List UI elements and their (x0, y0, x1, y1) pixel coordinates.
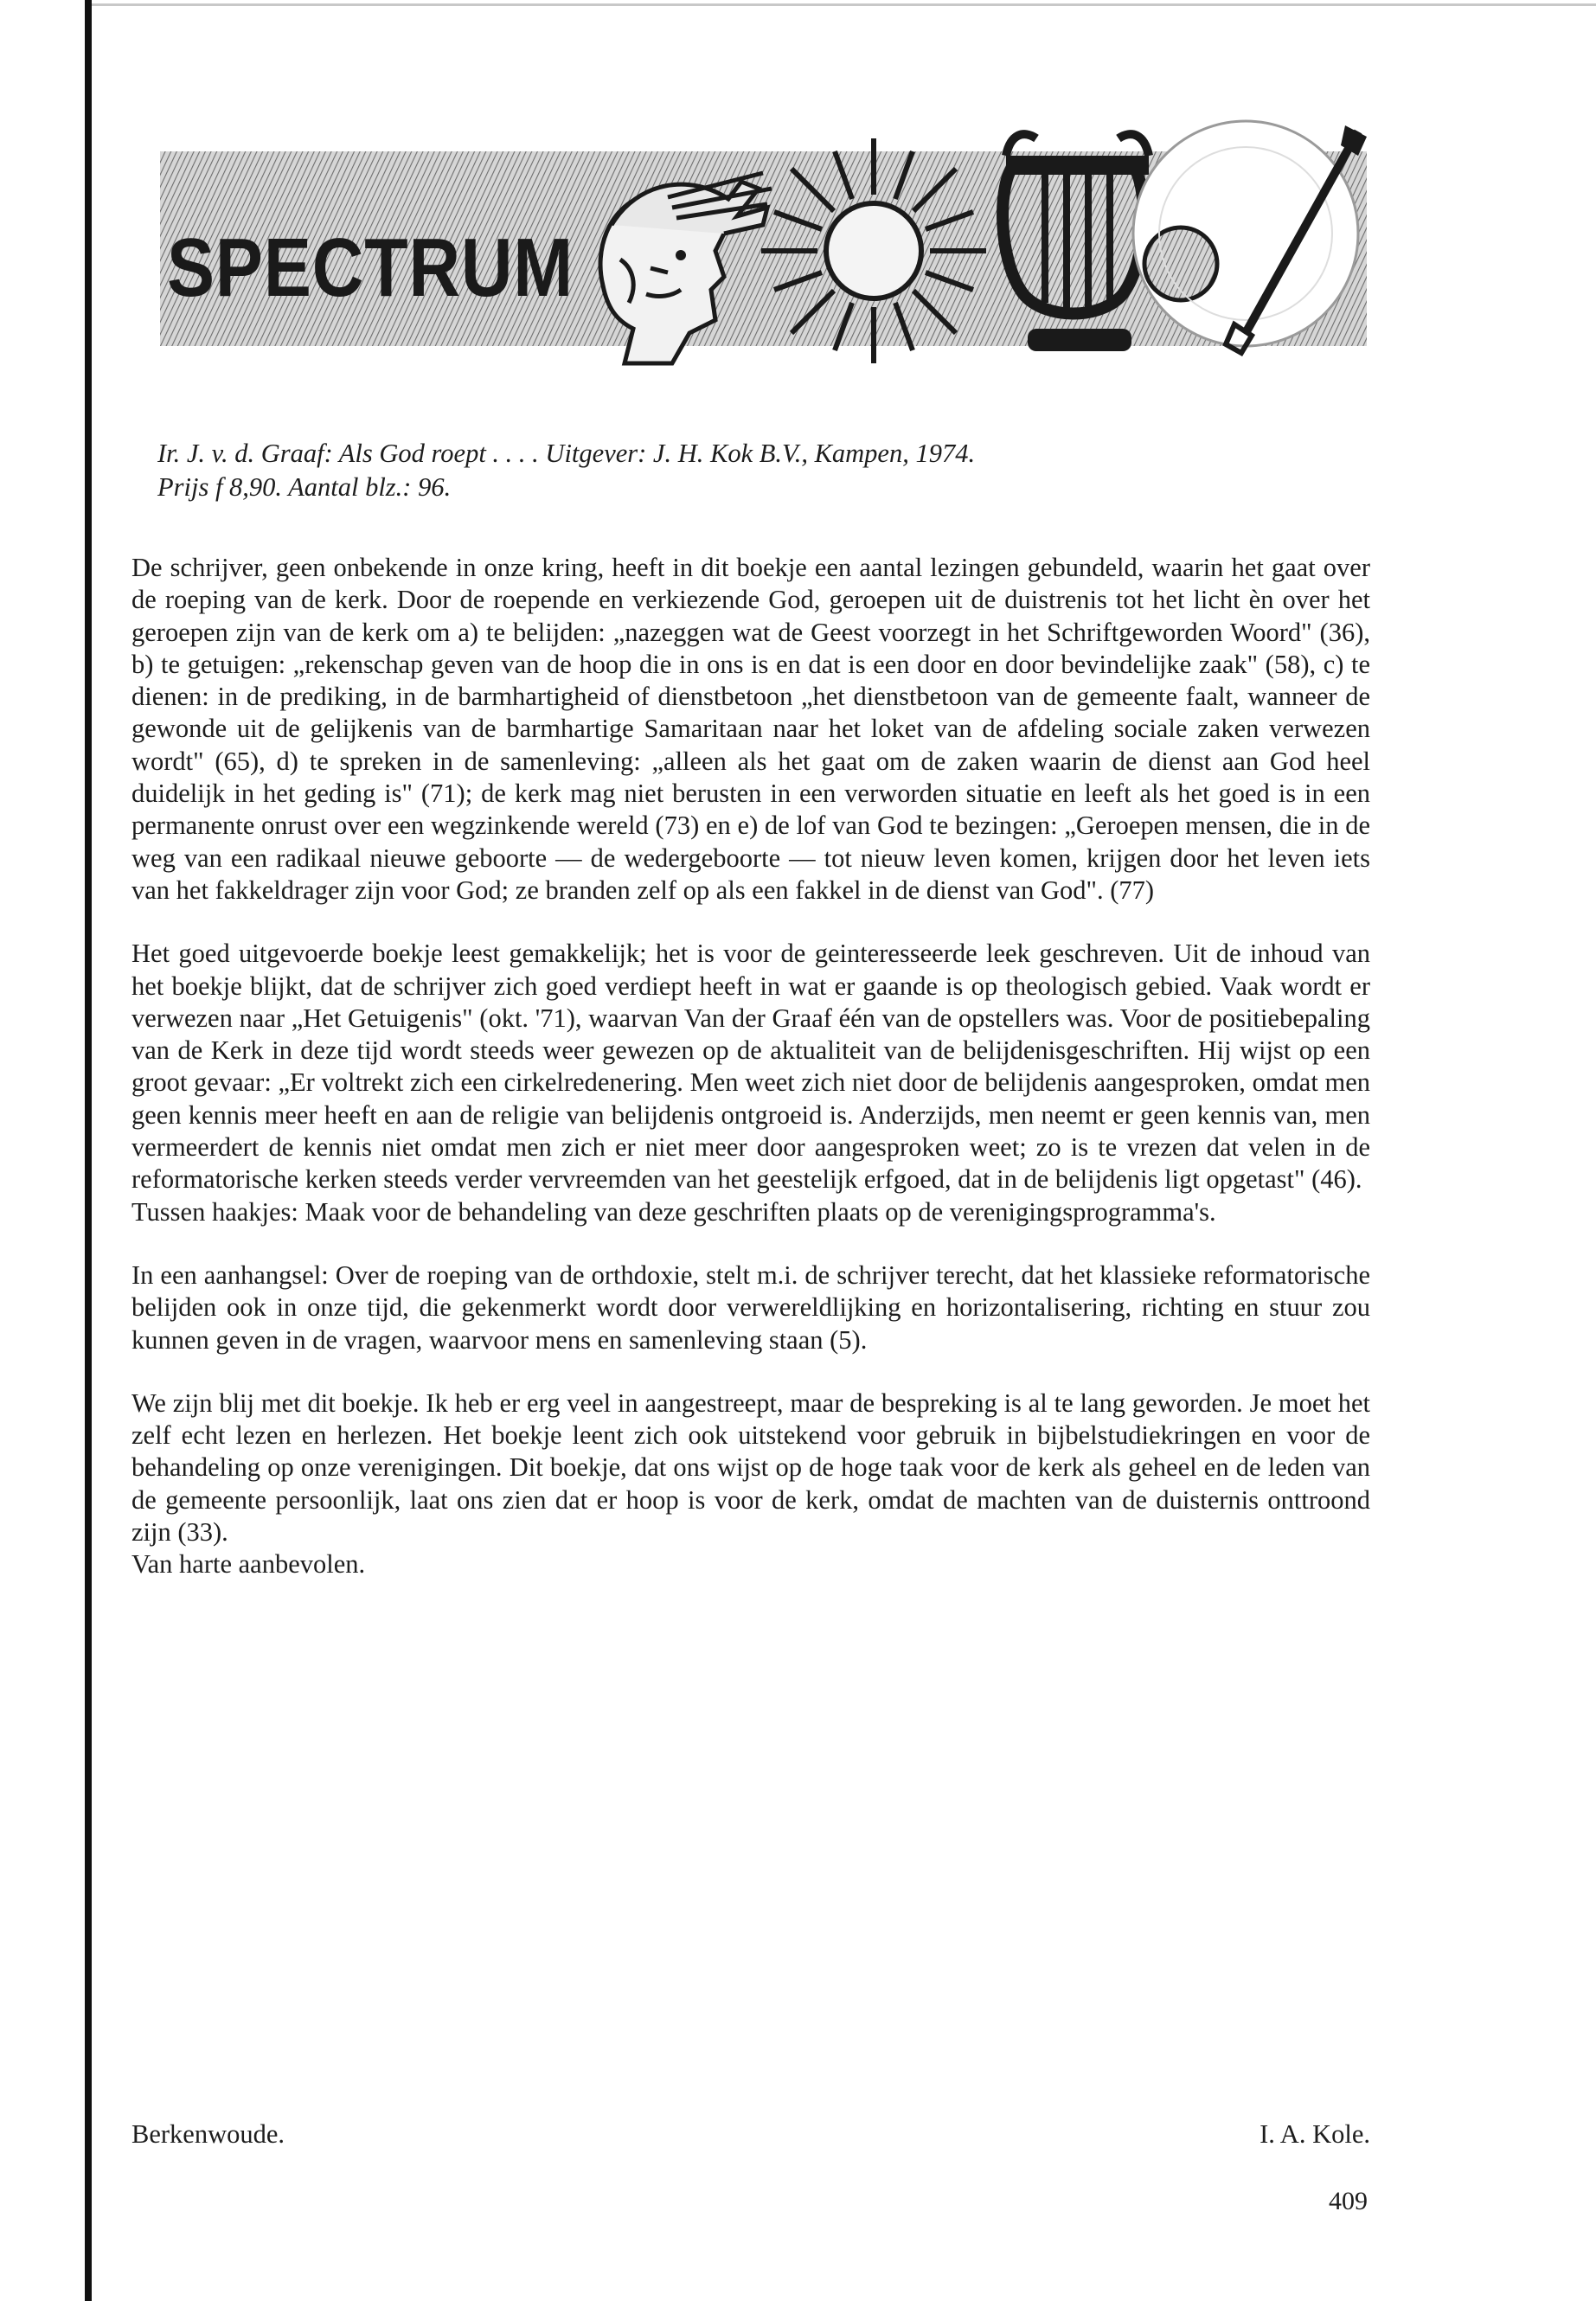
scan-top-edge (92, 3, 1596, 6)
review-paragraph: In een aanhangsel: Over de roeping van de orthdoxie, stelt m.i. de schrijver terecht, dat het klassieke reformatorische belijden ook in onze tijd, die gekenmerkt wordt door verwereldlijking en horizontalisering, richting en stuur zou kunnen geven in de vragen, waarvoor mens en samenleving staan (5). (131, 1259, 1370, 1355)
sun-icon (761, 138, 986, 363)
review-paragraph: Tussen haakjes: Maak voor de behandeling van deze geschriften plaats op de verenigingsprogramma's. (131, 1196, 1216, 1227)
review-closing: Van harte aanbevolen. (131, 1549, 366, 1580)
record-disc-icon (1133, 121, 1358, 346)
banner-title: SPECTRUM (167, 221, 574, 314)
review-author: I. A. Kole. (1259, 2119, 1370, 2149)
review-paragraph: Het goed uitgevoerde boekje leest gemakkelijk; het is voor de geinteresseerde leek geschreven. Uit de inhoud van het boekje blijkt, dat de schrijver zich goed verdiept heeft in wat er gaande is op theologisch gebied. Vaak wordt er verwezen naar „Het Getuigenis" (okt. '71), waarvan Van der Graaf één van de opstellers was. Voor de positiebepaling van de Kerk in deze tijd wordt steeds weer gewezen op de aktualiteit van de belijdenisgeschriften. Hij wijst op een groot gevaar: „Er voltrekt zich een cirkelredenering. Men weet zich niet door de belijdenis aangesproken, omdat men geen kennis meer heeft en aan de religie van belijdenis ontgroeid is. Anderzijds, men neemt er geen kennis van, men vermeerdert de kennis niet omdat men zich er niet meer door aangesproken weet; zo is te vrezen dat velen in de reformatorische kerken steeds verder vervreemden van het geestelijk erfgoed, dat in de belijdenis ligt opgetast" (46). (131, 939, 1370, 1195)
review-place: Berkenwoude. (131, 2119, 285, 2149)
book-reference (157, 437, 1370, 504)
review-article (131, 437, 1370, 1612)
page-number: 409 (1329, 2187, 1368, 2215)
book-reference-line1: Ir. J. v. d. Graaf: Als God roept . . . . Uitgever: J. H. Kok B.V., Kampen, 1974. (157, 439, 976, 468)
scan-margin-bar (85, 0, 92, 2301)
review-paragraph: We zijn blij met dit boekje. Ik heb er erg veel in aangestreept, maar de bespreking is al te lang geworden. Je moet het zelf echt lezen en herlezen. Het boekje leent zich ook uitstekend voor gebruik in bijbelstudiekringen en voor de behandeling op onze verenigingen. Dit boekje, dat ons wijst op de hoge taak voor de kerk als geheel en de leden van de gemeente persoonlijk, laat ons zien dat er hoop is voor de kerk, omdat de machten van de duisternis onttroond zijn (33). (131, 1388, 1370, 1548)
review-paragraph: De schrijver, geen onbekende in onze kring, heeft in dit boekje een aantal lezingen gebundeld, waarin het gaat over de roeping van de kerk. Door de roepende en verkiezende God, geroepen uit de duistrenis tot het licht èn over het geroepen zijn van de kerk om a) te belijden: „nazeggen wat de Geest voorzegt in het Schriftgeworden Woord" (36), b) te getuigen: „rekenschap geven van de hoop die in ons is en dat is een door en door bevindelijke zaak" (58), c) te dienen: in de prediking, in de barmhartigheid of dienstbetoon „het dienstbetoon van de gemeente faalt, wanneer de gewonde uit de gelijkenis van de barmhartige Samaritaan naar het loket van de afdeling sociale zaken verwezen wordt" (65), d) te spreken in de samenleving: „alleen als het gaat om de zaken waarin de dienst aan God heel duidelijk in het geding is" (71); de kerk mag niet berusten in een verworden situatie en leeft als het goed is in een permanente onrust over een wegzinkende wereld (73) en e) de lof van God te bezingen: „Geroepen mensen, die in de weg van een radikaal nieuwe geboorte — de wedergeboorte — tot nieuw leven komen, krijgen door het leven iets van het fakkeldrager zijn voor God; ze branden zelf op als een fakkel in de dienst van God". (77) (131, 553, 1370, 905)
book-reference-line2: Prijs f 8,90. Aantal blz.: 96. (157, 472, 452, 502)
spectrum-banner (160, 112, 1367, 398)
